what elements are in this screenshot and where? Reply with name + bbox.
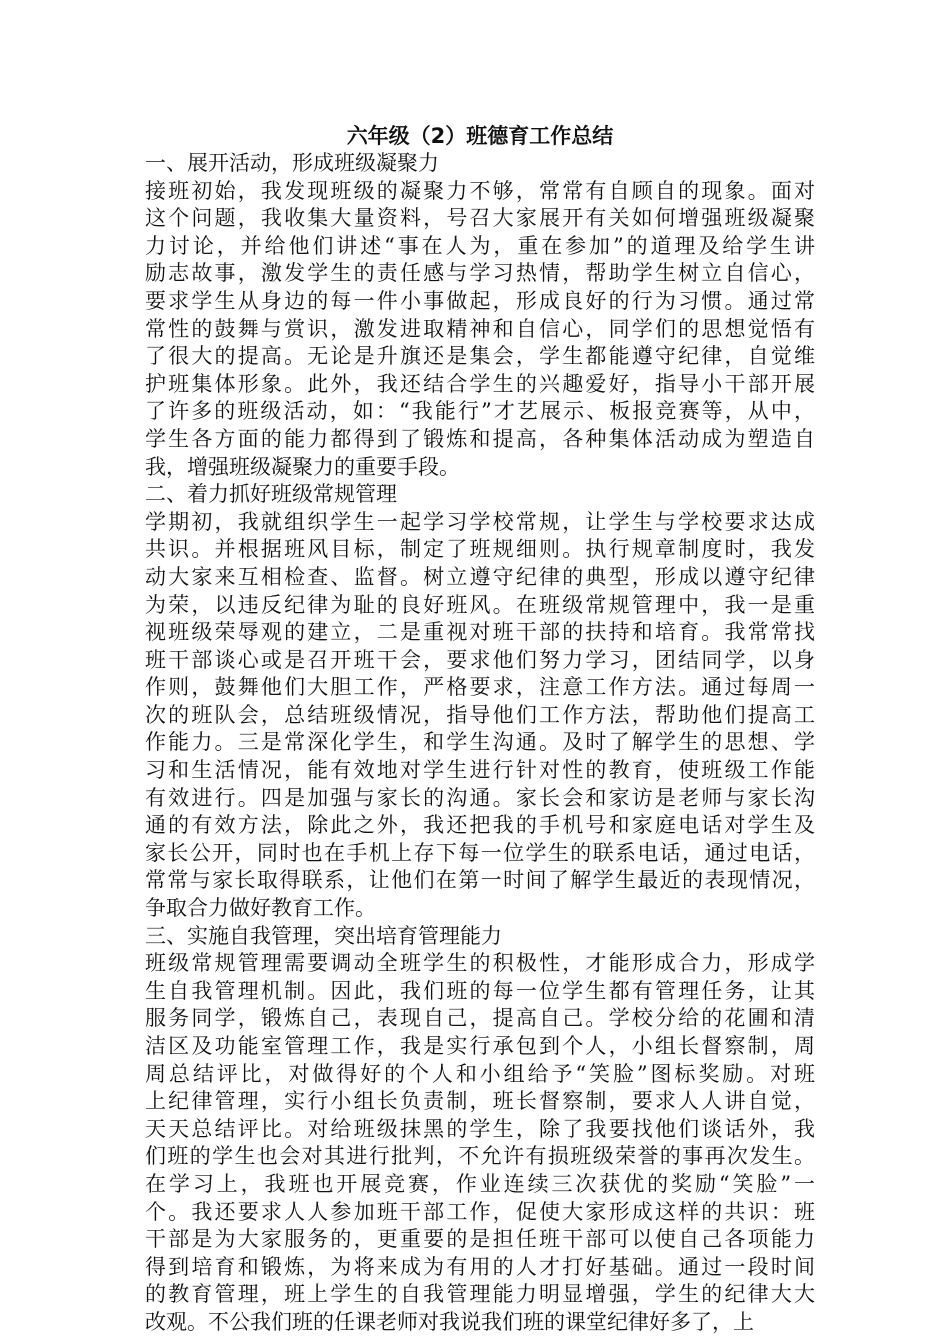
- paragraph-line: 动大家来互相检查、监督。树立遵守纪律的典型，形成以遵守纪律: [145, 564, 815, 589]
- paragraph-line: 干部是为大家服务的，更重要的是担任班干部可以使自己各项能力: [145, 1227, 815, 1252]
- paragraph-line: 视班级荣辱观的建立，二是重视对班干部的扶持和培育。我常常找: [145, 620, 815, 645]
- sections-container: [145, 150, 815, 1337]
- paragraph-line: 改观。不公我们班的任课老师对我说我们班的课堂纪律好多了，上: [145, 1309, 754, 1334]
- paragraph-line: 励志故事，激发学生的责任感与学习热情，帮助学生树立自信心，: [145, 261, 815, 286]
- paragraph-line: 在学习上，我班也开展竞赛，作业连续三次获优的奖励“笑脸”一: [145, 1171, 815, 1196]
- paragraph-line: 周总结评比，对做得好的个人和小组给予“笑脸”图标奖励。对班: [145, 1061, 815, 1086]
- paragraph-line: 要求学生从身边的每一件小事做起，形成良好的行为习惯。通过常: [145, 288, 815, 313]
- document-body: [145, 122, 815, 1337]
- paragraph-line: 家长公开，同时也在手机上存下每一位学生的联系电话，通过电话，: [145, 840, 815, 865]
- paragraph-line: 共识。并根据班风目标，制定了班规细则。执行规章制度时，我发: [145, 537, 815, 562]
- paragraph-line: 的教育管理，班上学生的自我管理能力明显增强，学生的纪律大大: [145, 1282, 815, 1307]
- section-paragraph: [145, 509, 815, 923]
- paragraph-line: 习和生活情况，能有效地对学生进行针对性的教育，使班级工作能: [145, 758, 815, 783]
- paragraph-line: 常性的鼓舞与赏识，激发进取精神和自信心，同学们的思想觉悟有: [145, 316, 815, 341]
- paragraph-line: 力讨论，并给他们讲述“事在人为，重在参加”的道理及给学生讲: [145, 233, 815, 258]
- paragraph-line: 生自我管理机制。因此，我们班的每一位学生都有管理任务，让其: [145, 978, 815, 1003]
- paragraph-line: 服务同学，锻炼自己，表现自己，提高自己。学校分给的花圃和清: [145, 1006, 815, 1031]
- paragraph-line: 有效进行。四是加强与家长的沟通。家长会和家访是老师与家长沟: [145, 785, 815, 810]
- paragraph-line: 次的班队会，总结班级情况，指导他们工作方法，帮助他们提高工: [145, 702, 815, 727]
- paragraph-line: 天天总结评比。对给班级抹黑的学生，除了我要找他们谈话外，我: [145, 1116, 815, 1141]
- section-heading: 一、展开活动，形成班级凝聚力: [145, 151, 439, 175]
- paragraph-line: 常常与家长取得联系，让他们在第一时间了解学生最近的表现情况，: [145, 868, 815, 893]
- paragraph-line: 这个问题，我收集大量资料，号召大家展开有关如何增强班级凝聚: [145, 206, 815, 231]
- paragraph-line: 接班初始，我发现班级的凝聚力不够，常常有自顾自的现象。面对: [145, 178, 815, 203]
- paragraph-line: 了很大的提高。无论是升旗还是集会，学生都能遵守纪律，自觉维: [145, 344, 815, 369]
- paragraph-line: 护班集体形象。此外，我还结合学生的兴趣爱好，指导小干部开展: [145, 371, 815, 396]
- paragraph-line: 上纪律管理，实行小组长负责制，班长督察制，要求人人讲自觉，: [145, 1089, 815, 1114]
- paragraph-line: 通的有效方法，除此之外，我还把我的手机号和家庭电话对学生及: [145, 813, 815, 838]
- paragraph-line: 作能力。三是常深化学生，和学生沟通。及时了解学生的思想、学: [145, 730, 815, 755]
- paragraph-line: 我，增强班级凝聚力的重要手段。: [145, 454, 460, 479]
- section-1: [145, 150, 815, 481]
- section-paragraph: [145, 950, 815, 1336]
- section-3: [145, 923, 815, 1337]
- paragraph-line: 争取合力做好教育工作。: [145, 896, 376, 921]
- section-heading: 二、着力抓好班级常规管理: [145, 482, 397, 507]
- paragraph-line: 班级常规管理需要调动全班学生的积极性，才能形成合力，形成学: [145, 951, 815, 976]
- paragraph-line: 了许多的班级活动，如：“我能行”才艺展示、板报竞赛等，从中，: [145, 399, 815, 424]
- section-paragraph: [145, 178, 815, 482]
- paragraph-line: 得到培育和锻炼，为将来成为有用的人才打好基础。通过一段时间: [145, 1254, 815, 1279]
- paragraph-line: 们班的学生也会对其进行批判，不允许有损班级荣誉的事再次发生。: [145, 1144, 815, 1169]
- paragraph-line: 洁区及功能室管理工作，我是实行承包到个人，小组长督察制，周: [145, 1034, 815, 1058]
- paragraph-line: 作则，鼓舞他们大胆工作，严格要求，注意工作方法。通过每周一: [145, 675, 815, 700]
- page-title: 六年级（2）班德育工作总结: [346, 124, 614, 148]
- section-2: [145, 481, 815, 923]
- paragraph-line: 个。我还要求人人参加班干部工作，促使大家形成这样的共识：班: [145, 1199, 815, 1224]
- paragraph-line: 班干部谈心或是召开班干会，要求他们努力学习，团结同学，以身: [145, 647, 815, 672]
- paragraph-line: 学期初，我就组织学生一起学习学校常规，让学生与学校要求达成: [145, 509, 815, 534]
- section-heading: 三、实施自我管理，突出培育管理能力: [145, 923, 502, 948]
- paragraph-line: 为荣，以违反纪律为耻的良好班风。在班级常规管理中，我一是重: [145, 592, 815, 617]
- paragraph-line: 学生各方面的能力都得到了锻炼和提高，各种集体活动成为塑造自: [145, 426, 815, 451]
